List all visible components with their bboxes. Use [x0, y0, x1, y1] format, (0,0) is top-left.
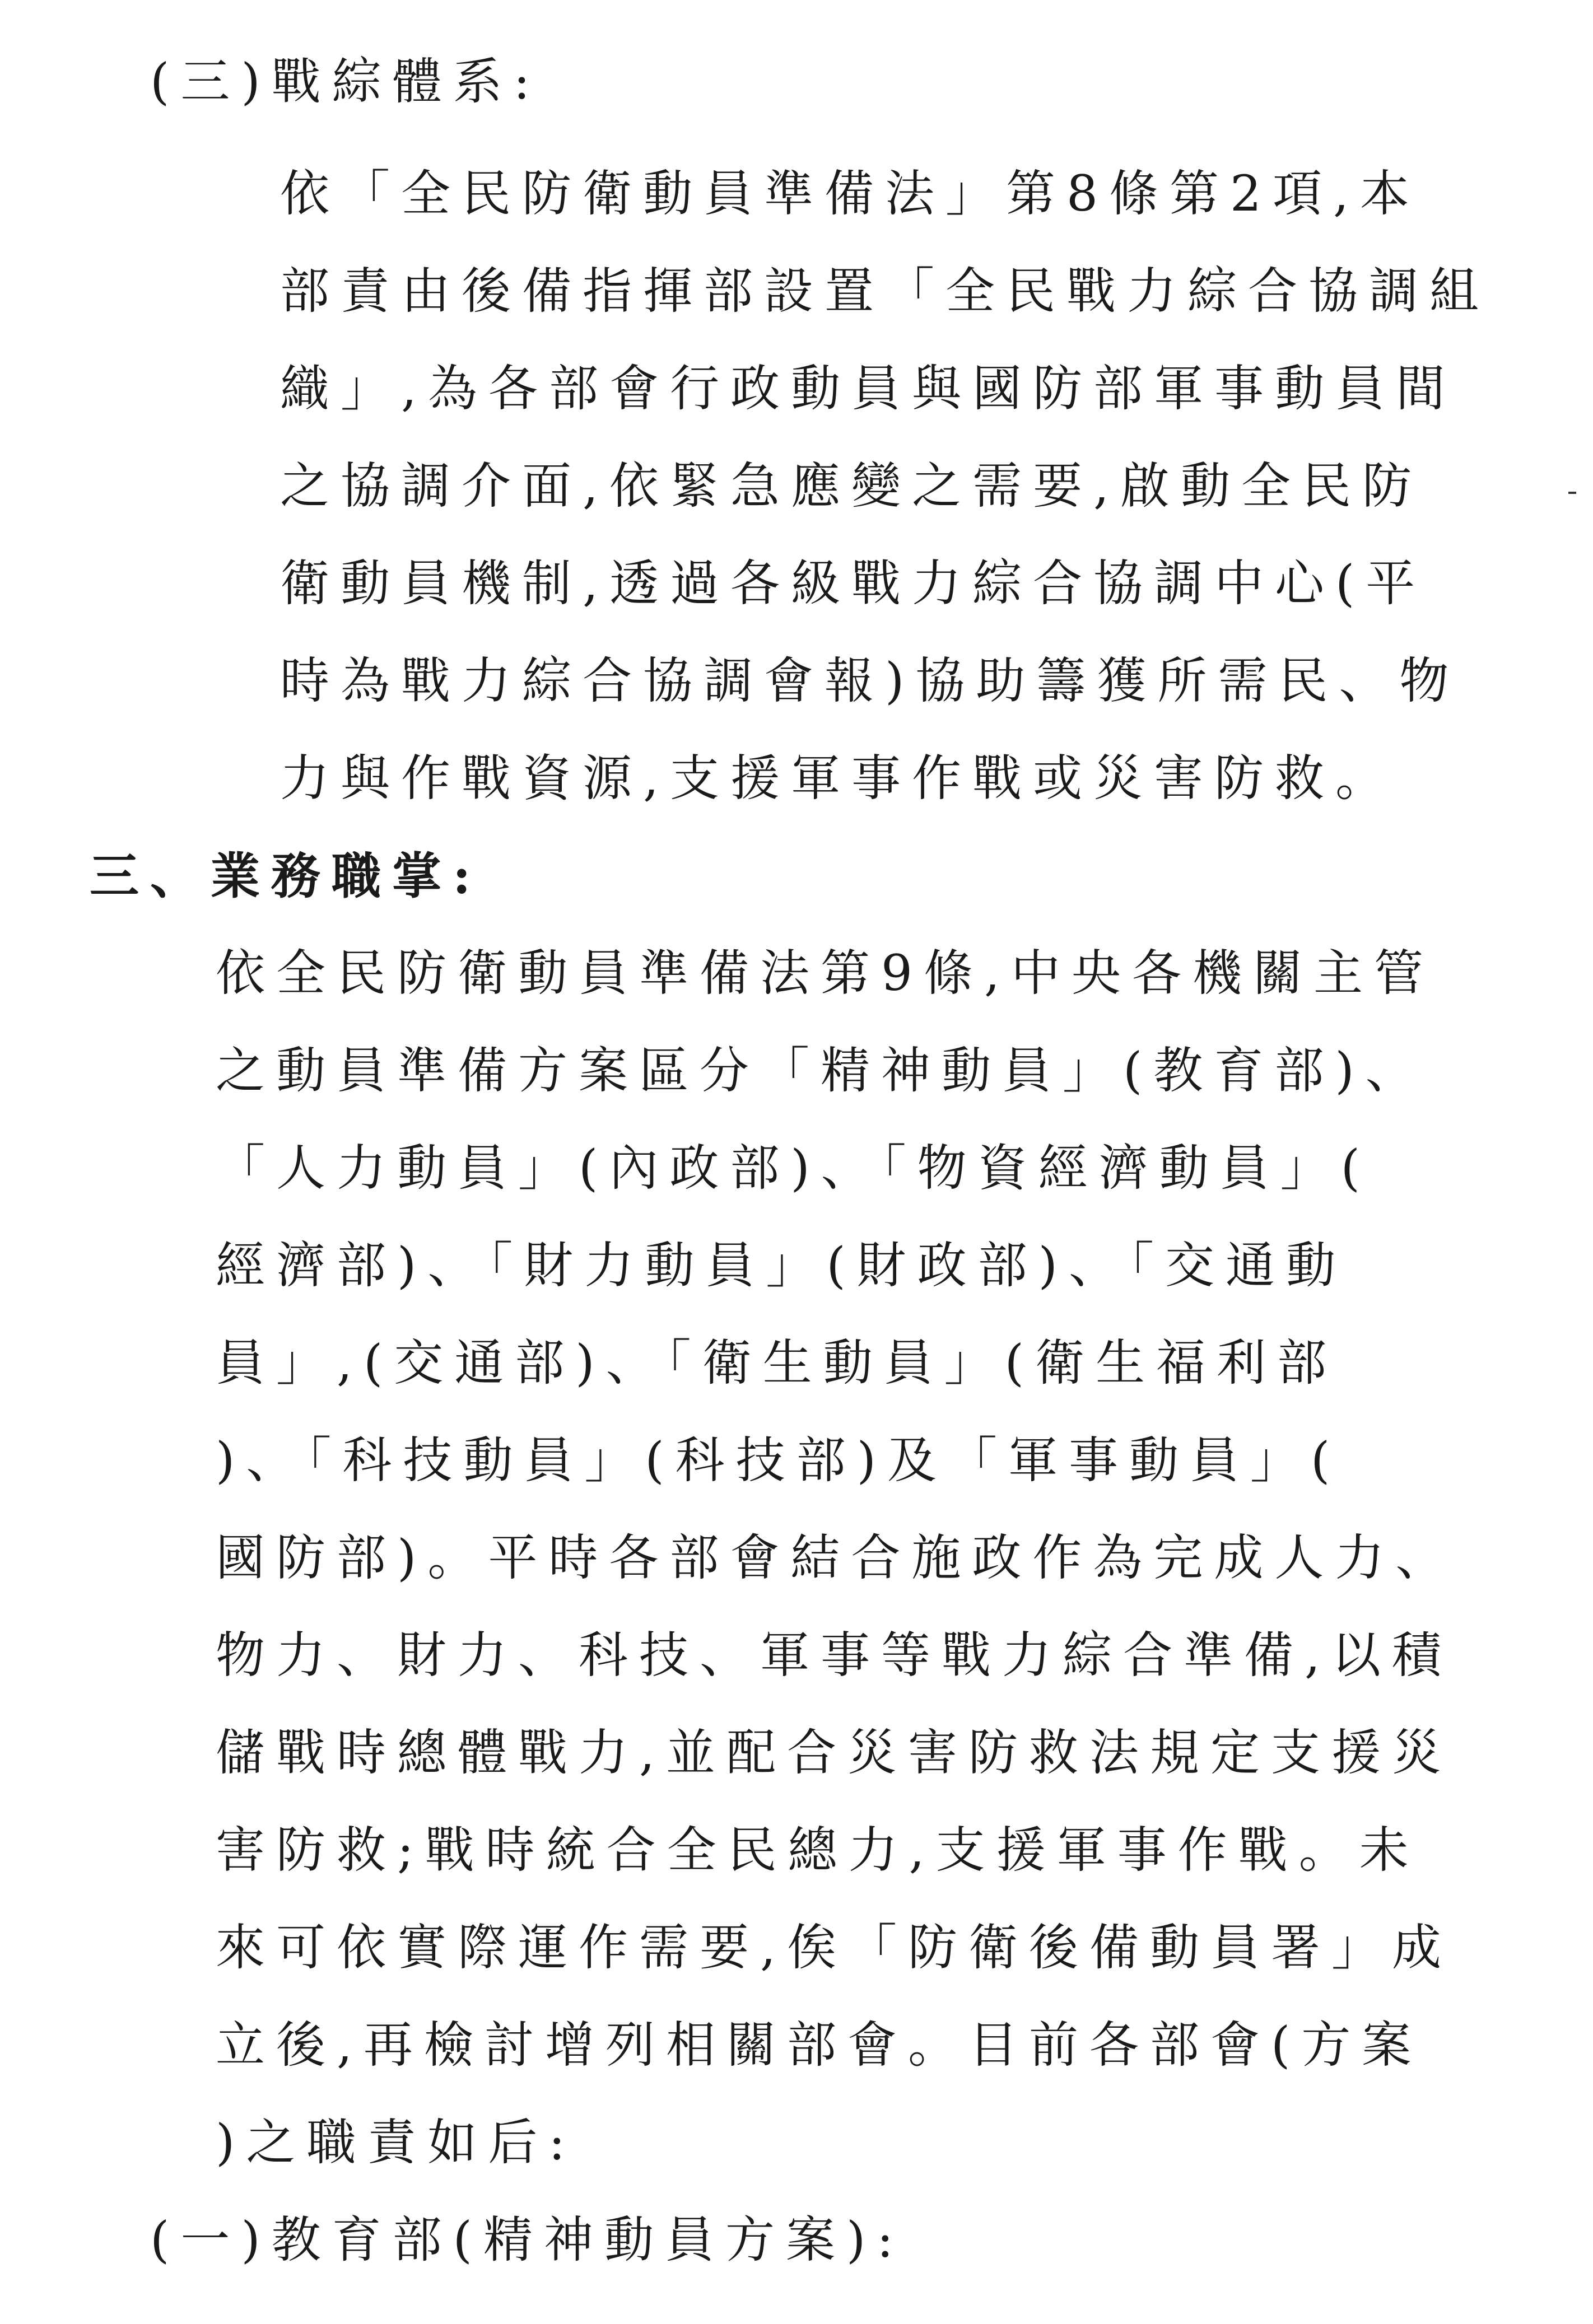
- subsection-1-heading: (一)教育部(精神動員方案):: [150, 2211, 905, 2269]
- paragraph-line: )之職責如后:: [216, 2113, 576, 2171]
- paragraph-line: 國防部)。平時各部會結合施政作為完成人力、: [216, 1529, 1456, 1586]
- paragraph-line: 衛動員機制,透過各級戰力綜合協調中心(平: [280, 554, 1427, 612]
- paragraph-line: 時為戰力綜合協調會報)協助籌獲所需民、物: [280, 652, 1460, 710]
- paragraph-line: 經濟部)、「財力動員」(財政部)、「交通動: [216, 1236, 1347, 1294]
- paragraph-line: 依全民防衛動員準備法第9條,中央各機關主管: [216, 944, 1434, 1002]
- paragraph-line: 物力、財力、科技、軍事等戰力綜合準備,以積: [216, 1626, 1452, 1684]
- paragraph-line: 員」,(交通部)、「衛生動員」(衛生福利部: [216, 1334, 1338, 1392]
- paragraph-line: )、「科技動員」(科技部)及「軍事動員」(: [216, 1431, 1342, 1489]
- paragraph-line: 部責由後備指揮部設置「全民戰力綜合協調組: [280, 262, 1490, 320]
- paragraph-line: 依「全民防衛動員準備法」第8條第2項,本: [280, 165, 1420, 222]
- paragraph-line: 來可依實際運作需要,俟「防衛後備動員署」成: [216, 1919, 1452, 1976]
- paragraph-line: 之協調介面,依緊急應變之需要,啟動全民防: [280, 457, 1423, 515]
- paragraph-line: 害防救;戰時統合全民總力,支援軍事作戰。未: [216, 1821, 1420, 1879]
- section-3-3-heading: (三)戰綜體系:: [150, 53, 542, 110]
- paragraph-line: 之動員準備方案區分「精神動員」(教育部)、: [216, 1042, 1426, 1099]
- section-three-heading: 三、業務職掌:: [90, 847, 482, 905]
- paragraph-line: 立後,再檢討增列相關部會。目前各部會(方案: [216, 2016, 1423, 2074]
- paragraph-line: 「人力動員」(內政部)、「物資經濟動員」(: [216, 1139, 1371, 1197]
- paragraph-line: 儲戰時總體戰力,並配合災害防救法規定支援災: [216, 1724, 1452, 1781]
- margin-mark: [1568, 492, 1576, 494]
- paragraph-line: 力與作戰資源,支援軍事作戰或災害防救。: [280, 749, 1396, 807]
- paragraph-line: 織」,為各部會行政動員與國防部軍事動員間: [280, 360, 1456, 417]
